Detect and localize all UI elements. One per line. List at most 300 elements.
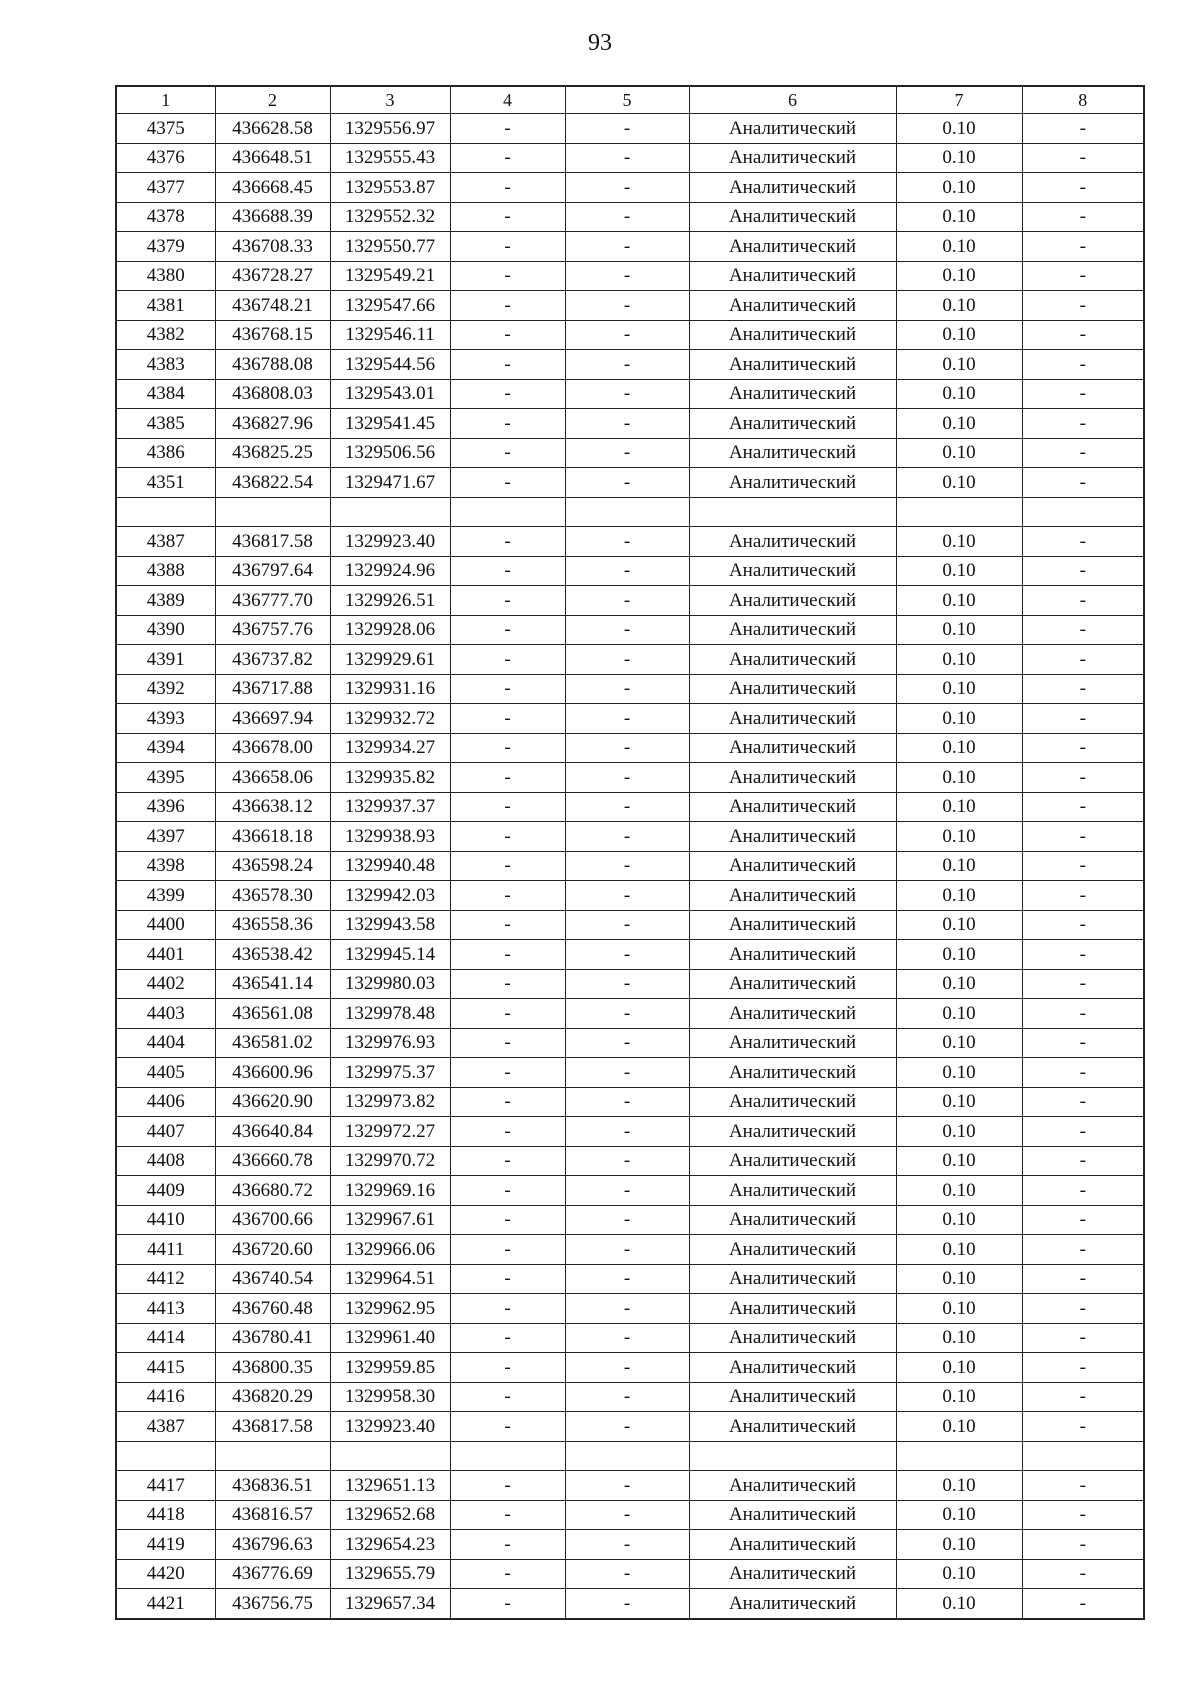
table-body [116,114,1144,1619]
table-cell: 4396 [116,792,215,822]
table-cell: - [565,792,689,822]
table-cell: 0.10 [896,1471,1022,1501]
table-row [116,1176,1144,1206]
table-cell: - [450,438,565,468]
table-cell: 4418 [116,1500,215,1530]
table-cell: - [565,1353,689,1383]
table-cell: Аналитический [689,527,896,557]
table-cell: Аналитический [689,1353,896,1383]
table-cell: 4407 [116,1117,215,1147]
table-row [116,1471,1144,1501]
table-cell: - [450,1058,565,1088]
table-cell: - [450,202,565,232]
table-cell: - [565,1559,689,1589]
coordinates-table [115,85,1145,1620]
table-cell [450,1441,565,1471]
table-cell: 1329552.32 [330,202,450,232]
table-cell: 436600.96 [215,1058,330,1088]
table-cell: 0.10 [896,1264,1022,1294]
table-cell: 4376 [116,143,215,173]
table-cell: 1329945.14 [330,940,450,970]
table-cell: 1329546.11 [330,320,450,350]
table-cell: 436648.51 [215,143,330,173]
table-cell: - [450,1500,565,1530]
table-cell: Аналитический [689,556,896,586]
table-cell: 436808.03 [215,379,330,409]
table-cell: Аналитический [689,704,896,734]
table-cell: - [565,1058,689,1088]
table-cell: 4387 [116,1412,215,1442]
table-cell: 436561.08 [215,999,330,1029]
table-cell: - [1022,1264,1144,1294]
table-cell: - [450,615,565,645]
table-cell: 0.10 [896,969,1022,999]
table-cell: 4381 [116,291,215,321]
table-cell: 1329942.03 [330,881,450,911]
table-cell: - [565,1323,689,1353]
table-cell: - [450,1087,565,1117]
table-cell: Аналитический [689,173,896,203]
table-cell: - [565,291,689,321]
table-cell: 1329935.82 [330,763,450,793]
table-cell: - [565,674,689,704]
table-cell: - [450,822,565,852]
table-row [116,114,1144,144]
table-cell: - [450,1471,565,1501]
table-row [116,1412,1144,1442]
table-cell: 1329967.61 [330,1205,450,1235]
table-cell: - [1022,674,1144,704]
table-cell: - [450,1235,565,1265]
table-cell: 0.10 [896,851,1022,881]
table-row [116,1441,1144,1471]
table-cell: - [450,232,565,262]
table-cell: Аналитический [689,1058,896,1088]
table-cell: - [1022,1323,1144,1353]
table-cell: 1329931.16 [330,674,450,704]
table-cell: 436825.25 [215,438,330,468]
table-cell: - [1022,969,1144,999]
table-row [116,704,1144,734]
table-cell: - [1022,409,1144,439]
table-cell: - [450,409,565,439]
table-row [116,1382,1144,1412]
table-cell: - [1022,527,1144,557]
table-cell: 4405 [116,1058,215,1088]
table-cell: 4377 [116,173,215,203]
table-cell: 1329978.48 [330,999,450,1029]
table-row [116,468,1144,498]
table-cell: - [450,674,565,704]
table-cell: - [1022,114,1144,144]
table-row [116,586,1144,616]
table-cell: 0.10 [896,1117,1022,1147]
table-cell: 436717.88 [215,674,330,704]
table-cell: - [450,291,565,321]
table-cell: - [1022,1028,1144,1058]
table-cell: 436700.66 [215,1205,330,1235]
table-cell: - [1022,1117,1144,1147]
table-cell: 4397 [116,822,215,852]
table-cell: 0.10 [896,409,1022,439]
table-cell: 436728.27 [215,261,330,291]
table-cell: 4412 [116,1264,215,1294]
table-cell: - [565,1264,689,1294]
table-cell: 4391 [116,645,215,675]
table-cell: - [1022,1235,1144,1265]
table-cell: - [450,143,565,173]
table-cell: Аналитический [689,261,896,291]
table-cell: Аналитический [689,1176,896,1206]
table-cell: 436640.84 [215,1117,330,1147]
table-row [116,674,1144,704]
table-cell: - [450,704,565,734]
table-cell: 4351 [116,468,215,498]
table-cell: 436558.36 [215,910,330,940]
table-cell: - [565,468,689,498]
table-cell: - [450,1028,565,1058]
table-cell: 4402 [116,969,215,999]
table-cell: - [565,1117,689,1147]
table-cell: 0.10 [896,468,1022,498]
table-cell: 0.10 [896,527,1022,557]
table-cell: 0.10 [896,379,1022,409]
table-cell [330,497,450,527]
table-cell [565,497,689,527]
table-cell [896,1441,1022,1471]
table-row [116,320,1144,350]
table-cell: 436618.18 [215,822,330,852]
table-cell [689,1441,896,1471]
table-cell [689,497,896,527]
table-cell: - [1022,792,1144,822]
table-cell: - [1022,910,1144,940]
table-cell: 1329938.93 [330,822,450,852]
table-cell: - [565,910,689,940]
header-row [116,86,1144,114]
table-cell: 4394 [116,733,215,763]
table-row [116,1117,1144,1147]
table-cell: 4410 [116,1205,215,1235]
table-cell: 4404 [116,1028,215,1058]
table-row [116,173,1144,203]
table-row [116,438,1144,468]
table-cell: 0.10 [896,1500,1022,1530]
table-row [116,615,1144,645]
table-cell: - [565,320,689,350]
table-cell: - [565,1294,689,1324]
table-cell: - [565,1382,689,1412]
table-cell: - [1022,350,1144,380]
table-cell: - [450,733,565,763]
table-cell: - [450,969,565,999]
table-cell: 0.10 [896,1235,1022,1265]
table-cell: - [565,438,689,468]
table-cell: 436748.21 [215,291,330,321]
table-row [116,1146,1144,1176]
table-cell: Аналитический [689,940,896,970]
table-cell: 436797.64 [215,556,330,586]
table-cell: - [1022,881,1144,911]
table-cell: - [565,1471,689,1501]
table-row [116,1500,1144,1530]
table-cell: - [450,792,565,822]
table-cell: Аналитический [689,320,896,350]
table-cell: - [1022,1412,1144,1442]
table-cell: - [450,645,565,675]
table-cell: - [1022,320,1144,350]
table-cell: - [450,1382,565,1412]
table-cell: Аналитический [689,1530,896,1560]
table-cell: 436720.60 [215,1235,330,1265]
table-cell [1022,497,1144,527]
table-cell: Аналитический [689,1559,896,1589]
table-row [116,645,1144,675]
table-cell: 1329937.37 [330,792,450,822]
table-cell: 0.10 [896,1087,1022,1117]
table-cell: - [565,999,689,1029]
table-cell: - [1022,1530,1144,1560]
table-cell: 1329970.72 [330,1146,450,1176]
table-cell: 436780.41 [215,1323,330,1353]
table-cell: - [565,409,689,439]
table-cell: 1329657.34 [330,1589,450,1619]
table-cell: - [565,1028,689,1058]
table-cell: - [565,1087,689,1117]
table-cell: 4413 [116,1294,215,1324]
table-cell: 4384 [116,379,215,409]
table-cell: 0.10 [896,792,1022,822]
table-cell: 4417 [116,1471,215,1501]
table-cell: 1329549.21 [330,261,450,291]
table-cell: - [565,1176,689,1206]
table-cell: Аналитический [689,1028,896,1058]
table-cell: - [565,733,689,763]
table-cell: 4416 [116,1382,215,1412]
table-cell: - [1022,261,1144,291]
table-cell: 1329506.56 [330,438,450,468]
table-cell: - [450,556,565,586]
table-cell: - [450,1559,565,1589]
table-cell: - [565,527,689,557]
table-cell: 1329923.40 [330,1412,450,1442]
table-cell: - [450,1205,565,1235]
table-cell [215,1441,330,1471]
table-cell: Аналитический [689,409,896,439]
table-cell: Аналитический [689,1412,896,1442]
table-cell: 1329541.45 [330,409,450,439]
table-cell: Аналитический [689,733,896,763]
table-cell: 436740.54 [215,1264,330,1294]
table-cell: 436796.63 [215,1530,330,1560]
table-cell: - [450,1146,565,1176]
table-cell: 1329655.79 [330,1559,450,1589]
table-cell: 4414 [116,1323,215,1353]
table-cell: 436776.69 [215,1559,330,1589]
table-cell: - [450,1176,565,1206]
table-cell: - [565,763,689,793]
table-cell: - [565,556,689,586]
table-cell: 4387 [116,527,215,557]
table-cell: - [1022,1353,1144,1383]
table-cell: - [1022,999,1144,1029]
table-cell: 4398 [116,851,215,881]
table-row [116,291,1144,321]
table-row [116,1028,1144,1058]
table-cell: 0.10 [896,1146,1022,1176]
table-cell: - [450,379,565,409]
table-cell: - [450,527,565,557]
table-cell: 1329932.72 [330,704,450,734]
table-cell: 436836.51 [215,1471,330,1501]
table-cell: 0.10 [896,114,1022,144]
table-cell: 4395 [116,763,215,793]
table-cell: - [1022,645,1144,675]
table-cell: Аналитический [689,615,896,645]
table-cell: Аналитический [689,1589,896,1619]
table-cell: Аналитический [689,1235,896,1265]
table-cell: - [565,1589,689,1619]
table-cell: Аналитический [689,881,896,911]
table-cell: 1329958.30 [330,1382,450,1412]
table-cell: - [565,1146,689,1176]
table-cell: - [565,1530,689,1560]
table-cell: Аналитический [689,822,896,852]
table-cell: 1329543.01 [330,379,450,409]
table-cell: 436680.72 [215,1176,330,1206]
table-cell: - [450,1412,565,1442]
table-cell: 0.10 [896,1028,1022,1058]
table-cell: 1329553.87 [330,173,450,203]
table-cell: 4388 [116,556,215,586]
table-cell: - [565,704,689,734]
table-cell: - [1022,851,1144,881]
table-cell: 4400 [116,910,215,940]
table-row [116,1323,1144,1353]
table-cell: 436668.45 [215,173,330,203]
table-cell: 0.10 [896,940,1022,970]
table-cell: 436756.75 [215,1589,330,1619]
table-row [116,350,1144,380]
table-cell: Аналитический [689,143,896,173]
table-cell: - [1022,556,1144,586]
table-cell: 436688.39 [215,202,330,232]
table-cell: - [450,586,565,616]
table-cell: 1329961.40 [330,1323,450,1353]
table-cell: 0.10 [896,173,1022,203]
table-cell: - [450,881,565,911]
table-cell: - [565,202,689,232]
table-row [116,1264,1144,1294]
table-cell: Аналитический [689,1500,896,1530]
table-cell [1022,1441,1144,1471]
table-cell [116,1441,215,1471]
table-cell: - [565,586,689,616]
table-cell: 4375 [116,114,215,144]
table-cell: - [1022,1294,1144,1324]
table-cell: - [1022,940,1144,970]
table-cell: Аналитический [689,999,896,1029]
table-row [116,1205,1144,1235]
table-cell: 4403 [116,999,215,1029]
table-cell: 0.10 [896,1559,1022,1589]
table-cell: 1329923.40 [330,527,450,557]
table-cell: - [450,261,565,291]
table-cell: 4392 [116,674,215,704]
table-cell: - [450,1589,565,1619]
table-cell: 0.10 [896,910,1022,940]
table-cell: - [1022,1058,1144,1088]
table-cell: 1329934.27 [330,733,450,763]
table-cell: Аналитический [689,1382,896,1412]
table-cell: - [565,969,689,999]
table-cell: 0.10 [896,202,1022,232]
table-cell: - [565,143,689,173]
column-header: 7 [896,86,1022,114]
table-cell: - [450,1353,565,1383]
table-cell: 4415 [116,1353,215,1383]
table-cell: 4401 [116,940,215,970]
table-cell: 0.10 [896,1294,1022,1324]
table-cell: 436817.58 [215,527,330,557]
table-cell: - [1022,1589,1144,1619]
table-row [116,261,1144,291]
table-cell: 0.10 [896,232,1022,262]
table-cell: - [450,763,565,793]
table-row [116,822,1144,852]
table-cell: 0.10 [896,615,1022,645]
table-cell: Аналитический [689,350,896,380]
table-cell: - [1022,232,1144,262]
table-cell: 1329547.66 [330,291,450,321]
table-cell: 0.10 [896,1323,1022,1353]
table-cell: Аналитический [689,792,896,822]
table-row [116,409,1144,439]
table-row [116,999,1144,1029]
table-cell: - [565,1500,689,1530]
table-cell: - [565,173,689,203]
table-cell: Аналитический [689,379,896,409]
table-cell: 4406 [116,1087,215,1117]
table-cell: 436697.94 [215,704,330,734]
table-cell: - [450,173,565,203]
table-cell: - [565,881,689,911]
table-cell: - [450,468,565,498]
table-cell: 436800.35 [215,1353,330,1383]
table-cell: 1329926.51 [330,586,450,616]
table-cell: - [450,1294,565,1324]
table-cell: 0.10 [896,261,1022,291]
table-cell: - [565,379,689,409]
table-cell: 1329556.97 [330,114,450,144]
table-cell: - [1022,173,1144,203]
column-header: 8 [1022,86,1144,114]
table-cell: 436820.29 [215,1382,330,1412]
table-cell: 0.10 [896,1382,1022,1412]
table-cell: - [1022,586,1144,616]
table-cell: 436658.06 [215,763,330,793]
table-cell: Аналитический [689,586,896,616]
table-cell: - [565,232,689,262]
table-cell: - [1022,1205,1144,1235]
table-cell: 1329651.13 [330,1471,450,1501]
table-cell: 1329654.23 [330,1530,450,1560]
table-cell: - [1022,763,1144,793]
table-cell: 0.10 [896,1530,1022,1560]
table-cell: Аналитический [689,763,896,793]
table-cell: 0.10 [896,1353,1022,1383]
column-header: 5 [565,86,689,114]
